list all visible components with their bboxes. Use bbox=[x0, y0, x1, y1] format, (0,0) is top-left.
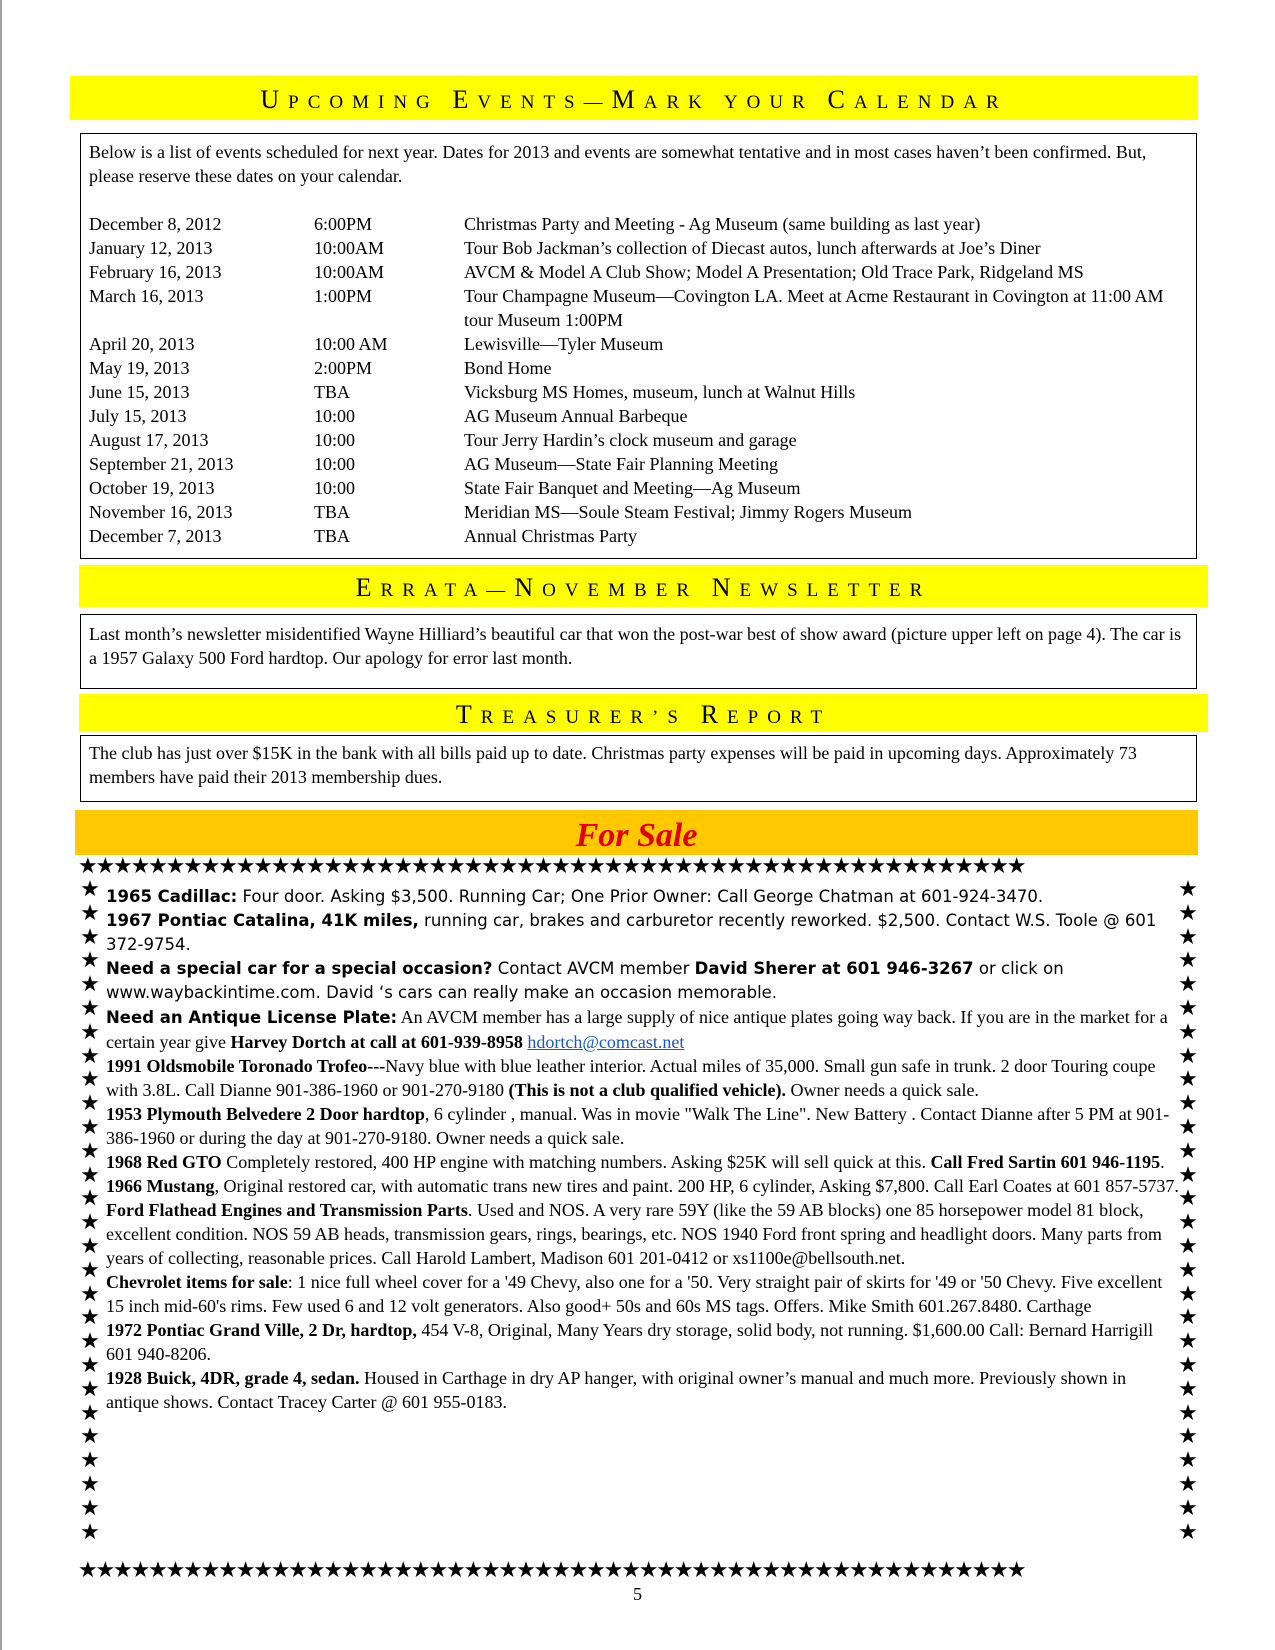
item-text: An AVCM member has a large supply of nice antique plates going way back. If you are in the market for a certain year give bbox=[106, 1007, 1168, 1052]
event-description: AG Museum Annual Barbeque bbox=[464, 406, 688, 426]
event-time: 1:00PM bbox=[314, 286, 373, 306]
events-intro: Below is a list of events scheduled for next year. Dates for 2013 and events are somewhat tentative and in most cases haven’t been confirmed. But, please reserve these dates on your calendar. bbox=[89, 142, 1147, 186]
event-date: August 17, 2013 bbox=[89, 430, 209, 450]
star-icon: ★ bbox=[80, 947, 100, 973]
event-time: TBA bbox=[314, 502, 350, 522]
star-icon: ★ bbox=[80, 1185, 100, 1211]
for-sale-item bbox=[106, 1270, 1181, 1318]
star-icon: ★ bbox=[1178, 1090, 1198, 1116]
event-date: October 19, 2013 bbox=[89, 478, 215, 498]
item-heading: Ford Flathead Engines and Transmission Parts bbox=[106, 1200, 468, 1220]
event-row bbox=[89, 476, 1188, 500]
page-number: 5 bbox=[633, 1584, 642, 1604]
event-date: February 16, 2013 bbox=[89, 262, 222, 282]
star-icon: ★ bbox=[1178, 947, 1198, 973]
event-date: December 7, 2013 bbox=[89, 526, 222, 546]
event-row bbox=[89, 404, 1188, 428]
event-description: Meridian MS—Soule Steam Festival; Jimmy Rogers Museum bbox=[464, 502, 912, 522]
event-description: Vicksburg MS Homes, museum, lunch at Walnut Hills bbox=[464, 382, 856, 402]
star-icon: ★ bbox=[1178, 1470, 1198, 1496]
for-sale-item bbox=[106, 909, 1181, 957]
event-row bbox=[89, 356, 1188, 380]
treasurer-banner bbox=[79, 694, 1208, 732]
treasurer-box bbox=[80, 735, 1197, 802]
event-date: November 16, 2013 bbox=[89, 502, 233, 522]
item-heading: Need an Antique License Plate: bbox=[106, 1008, 398, 1027]
for-sale-item bbox=[106, 957, 1181, 1005]
errata-banner bbox=[79, 565, 1208, 607]
event-time: 10:00AM bbox=[314, 238, 385, 258]
email-link[interactable]: hdortch@comcast.net bbox=[527, 1032, 685, 1052]
event-row bbox=[89, 332, 1188, 356]
event-description: Tour Jerry Hardin’s clock museum and garage bbox=[464, 430, 797, 450]
for-sale-item bbox=[106, 1366, 1181, 1414]
star-icon: ★ bbox=[80, 1399, 100, 1425]
event-description: AVCM & Model A Club Show; Model A Presentation; Old Trace Park, Ridgeland MS bbox=[464, 262, 1084, 282]
event-time: 10:00 bbox=[314, 454, 356, 474]
errata-text: Last month’s newsletter misidentified Wayne Hilliard’s beautiful car that won the post-war best of show award (picture upper left on page 4). The car is a 1957 Galaxy 500 Ford hardtop. Our apology for error last month. bbox=[89, 624, 1182, 668]
star-icon: ★ bbox=[1178, 1018, 1198, 1044]
for-sale-item bbox=[106, 885, 1181, 909]
event-date: July 15, 2013 bbox=[89, 406, 187, 426]
event-row bbox=[89, 236, 1188, 260]
event-row bbox=[89, 500, 1188, 524]
star-icon: ★ bbox=[80, 1113, 100, 1139]
event-date: January 12, 2013 bbox=[89, 238, 213, 258]
event-time: 10:00 AM bbox=[314, 334, 388, 354]
event-description: Christmas Party and Meeting - Ag Museum (same building as last year) bbox=[464, 214, 981, 234]
star-icon: ★ bbox=[1178, 1161, 1198, 1187]
for-sale-item bbox=[106, 1102, 1181, 1150]
star-icon: ★ bbox=[80, 1018, 100, 1044]
for-sale-item bbox=[106, 1054, 1181, 1102]
star-icon: ★ bbox=[80, 1137, 100, 1163]
banner-capital: E bbox=[355, 573, 381, 602]
item-text: Contact AVCM member bbox=[492, 959, 695, 978]
banner-text: PCOMING bbox=[288, 92, 453, 113]
item-text: 454 V-8, Original, Many Years dry storage, solid body, not running. $1,600.00 Call: Bernard Harrigill 601 940-8206. bbox=[106, 1320, 1154, 1364]
event-row bbox=[89, 452, 1188, 476]
star-icon: ★ bbox=[80, 1375, 100, 1401]
banner-capital: N bbox=[514, 573, 543, 602]
event-date: June 15, 2013 bbox=[89, 382, 190, 402]
star-icon: ★ bbox=[80, 899, 100, 925]
for-sale-item bbox=[106, 1198, 1181, 1270]
star-icon: ★ bbox=[80, 923, 100, 949]
event-time: 10:00AM bbox=[314, 262, 385, 282]
star-icon: ★ bbox=[1178, 1351, 1198, 1377]
star-icon: ★ bbox=[80, 1518, 100, 1544]
star-icon: ★ bbox=[80, 1256, 100, 1282]
event-date: May 19, 2013 bbox=[89, 358, 190, 378]
star-icon: ★ bbox=[80, 1209, 100, 1235]
star-icon: ★ bbox=[80, 1470, 100, 1496]
star-icon: ★ bbox=[80, 1447, 100, 1473]
item-text: Completely restored, 400 HP engine with matching numbers. Asking $25K will sell quick at this. bbox=[221, 1152, 931, 1172]
events-box bbox=[80, 133, 1197, 559]
for-sale-item bbox=[106, 1174, 1181, 1198]
item-heading: 1928 Buick, 4DR, grade 4, sedan. bbox=[106, 1368, 360, 1388]
item-text: or click on www.waybackintime.com. David ‘s cars can really make an occasion memorable. bbox=[106, 959, 1064, 1002]
event-row bbox=[89, 212, 1188, 236]
for-sale-title: For Sale bbox=[575, 817, 698, 854]
event-time: 6:00PM bbox=[314, 214, 373, 234]
item-heading: Chevrolet items for sale bbox=[106, 1272, 288, 1292]
star-border-bottom: ★★★★★★★★★★★★★★★★★★★★★★★★★★★★★★★★★★★★★★★★★★★★★★★★★★★★★★ bbox=[78, 1559, 1025, 1581]
star-border-top: ★★★★★★★★★★★★★★★★★★★★★★★★★★★★★★★★★★★★★★★★★★★★★★★★★★★★★★ bbox=[78, 855, 1025, 877]
banner-capital: C bbox=[827, 85, 854, 114]
star-icon: ★ bbox=[80, 1232, 100, 1258]
banner-text: ALENDAR bbox=[853, 92, 1008, 113]
star-icon: ★ bbox=[1178, 1399, 1198, 1425]
banner-text: OVEMBER bbox=[542, 580, 712, 601]
item-text: Four door. Asking $3,500. Running Car; One Prior Owner: Call George Chatman at 601-924-3470. bbox=[237, 887, 1044, 906]
for-sale-list bbox=[106, 885, 1181, 1414]
star-icon: ★ bbox=[1178, 1256, 1198, 1282]
event-row bbox=[89, 380, 1188, 404]
banner-capital: E bbox=[452, 85, 478, 114]
star-icon: ★ bbox=[80, 1042, 100, 1068]
event-description: AG Museum—State Fair Planning Meeting bbox=[464, 454, 778, 474]
event-time: 10:00 bbox=[314, 478, 356, 498]
event-time: TBA bbox=[314, 382, 350, 402]
banner-text: RRATA— bbox=[380, 580, 515, 601]
item-heading: 1991 Oldsmobile Toronado Trofeo--- bbox=[106, 1056, 386, 1076]
event-time: 2:00PM bbox=[314, 358, 373, 378]
star-icon: ★ bbox=[1178, 1042, 1198, 1068]
star-icon: ★ bbox=[1178, 1494, 1198, 1520]
item-heading: Call Fred Sartin 601 946-1195 bbox=[930, 1152, 1161, 1172]
event-time: TBA bbox=[314, 526, 350, 546]
banner-capital: R bbox=[700, 700, 728, 729]
star-icon: ★ bbox=[1178, 1375, 1198, 1401]
star-icon: ★ bbox=[1178, 994, 1198, 1020]
item-text: . Used and NOS. A very rare 59Y (like the 59 AB blocks) one 85 horsepower model 81 block, excellent condition. NOS 59 AB heads, transmission gears, rings, bearings, etc. NOS 1940 Ford front spring and headlight doors. Many parts from years of collecting, reasonable prices. Call Harold Lambert, Madison 601 201-0412 or xs1100e@bellsouth.net. bbox=[106, 1200, 1162, 1268]
item-text: , 6 cylinder , manual. Was in movie "Walk The Line". New Battery . Contact Dianne after 5 PM at 901-386-1960 or during the day at 901-270-9180. Owner needs a quick sale. bbox=[106, 1104, 1170, 1148]
item-heading: (This is not a club qualified vehicle). bbox=[508, 1080, 786, 1100]
item-heading: 1972 Pontiac Grand Ville, 2 Dr, hardtop, bbox=[106, 1320, 417, 1340]
star-icon: ★ bbox=[1178, 876, 1198, 901]
events-banner bbox=[70, 76, 1198, 120]
star-icon: ★ bbox=[1178, 1185, 1198, 1211]
errata-box bbox=[80, 614, 1197, 689]
event-description: Bond Home bbox=[464, 358, 552, 378]
star-icon: ★ bbox=[80, 876, 100, 901]
event-time: 10:00 bbox=[314, 430, 356, 450]
item-text: Housed in Carthage in dry AP hanger, with original owner’s manual and much more. Previously shown in antique shows. Contact Tracey Carter @ 601 955-0183. bbox=[106, 1368, 1127, 1412]
star-icon: ★ bbox=[80, 971, 100, 997]
item-heading: Harvey Dortch at call at 601-939-8958 bbox=[230, 1032, 523, 1052]
item-text: Owner needs a quick sale. bbox=[786, 1080, 979, 1100]
event-time: 10:00 bbox=[314, 406, 356, 426]
item-heading: Need a special car for a special occasion? bbox=[106, 959, 493, 978]
banner-text: EWSLETTER bbox=[739, 580, 932, 601]
star-icon: ★ bbox=[80, 1423, 100, 1449]
star-border-left bbox=[78, 877, 102, 1543]
item-text: . bbox=[1160, 1152, 1165, 1172]
star-icon: ★ bbox=[1178, 1304, 1198, 1330]
page-edge bbox=[0, 0, 2, 1650]
star-icon: ★ bbox=[80, 1304, 100, 1330]
event-row bbox=[89, 428, 1188, 452]
star-icon: ★ bbox=[80, 1161, 100, 1187]
for-sale-item bbox=[106, 1150, 1181, 1174]
star-icon: ★ bbox=[1178, 1447, 1198, 1473]
event-date: April 20, 2013 bbox=[89, 334, 195, 354]
item-heading: 1965 Cadillac: bbox=[106, 887, 238, 906]
star-icon: ★ bbox=[1178, 1066, 1198, 1092]
event-row bbox=[89, 284, 1188, 332]
banner-text: ARK YOUR bbox=[643, 92, 828, 113]
star-icon: ★ bbox=[1178, 1137, 1198, 1163]
star-icon: ★ bbox=[80, 1328, 100, 1354]
item-heading: 1967 Pontiac Catalina, 41K miles, bbox=[106, 911, 419, 930]
banner-text: REASURER’S bbox=[480, 707, 701, 728]
star-icon: ★ bbox=[80, 1090, 100, 1116]
star-icon: ★ bbox=[80, 1280, 100, 1306]
star-icon: ★ bbox=[1178, 1423, 1198, 1449]
star-icon: ★ bbox=[1178, 1232, 1198, 1258]
star-icon: ★ bbox=[1178, 971, 1198, 997]
for-sale-banner bbox=[75, 810, 1198, 855]
star-icon: ★ bbox=[1178, 899, 1198, 925]
banner-capital: T bbox=[455, 700, 481, 729]
event-row bbox=[89, 260, 1188, 284]
item-text: Navy blue with blue leather interior. Actual miles of 35,000. Small gun safe in trunk. 2 door Touring coupe with 3.8L. Call Dianne 901-386-1960 or 901-270-9180 bbox=[106, 1056, 1156, 1100]
star-icon: ★ bbox=[80, 1494, 100, 1520]
star-icon: ★ bbox=[1178, 1328, 1198, 1354]
event-description: Lewisville—Tyler Museum bbox=[464, 334, 664, 354]
star-icon: ★ bbox=[1178, 923, 1198, 949]
event-date: December 8, 2012 bbox=[89, 214, 222, 234]
item-text: , Original restored car, with automatic trans new tires and paint. 200 HP, 6 cylinder, Asking $7,800. Call Earl Coates at 601 857-5737. bbox=[214, 1176, 1179, 1196]
star-icon: ★ bbox=[80, 1066, 100, 1092]
event-description: Annual Christmas Party bbox=[464, 526, 637, 546]
for-sale-item bbox=[106, 1005, 1181, 1054]
banner-text: VENTS— bbox=[477, 92, 612, 113]
for-sale-frame bbox=[78, 855, 1203, 1581]
item-heading: 1968 Red GTO bbox=[106, 1152, 222, 1172]
star-icon: ★ bbox=[1178, 1113, 1198, 1139]
event-row bbox=[89, 524, 1188, 548]
star-icon: ★ bbox=[80, 1351, 100, 1377]
banner-capital: U bbox=[260, 85, 289, 114]
star-icon: ★ bbox=[80, 994, 100, 1020]
item-heading: 1953 Plymouth Belvedere 2 Door hardtop bbox=[106, 1104, 425, 1124]
star-icon: ★ bbox=[1178, 1280, 1198, 1306]
event-description: Tour Champagne Museum—Covington LA. Meet at Acme Restaurant in Covington at 11:00 AM tour Museum 1:00PM bbox=[464, 286, 1164, 330]
event-description: Tour Bob Jackman’s collection of Diecast autos, lunch afterwards at Joe’s Diner bbox=[464, 238, 1041, 258]
star-icon: ★ bbox=[1178, 1518, 1198, 1544]
events-table bbox=[89, 212, 1188, 548]
event-date: March 16, 2013 bbox=[89, 286, 204, 306]
item-text: : 1 nice full wheel cover for a '49 Chevy, also one for a '50. Very straight pair of skirts for '49 or '50 Chevy. Five excellent 15 inch mid-60's rims. Few used 6 and 12 volt generators. Also good+ 50s and 60s MS tags. Offers. Mike Smith 601.267.8480. Carthage bbox=[106, 1272, 1163, 1316]
event-date: September 21, 2013 bbox=[89, 454, 234, 474]
item-text: running car, brakes and carburetor recently reworked. $2,500. Contact W.S. Toole @ 601 372-9754. bbox=[106, 911, 1157, 954]
treasurer-text: The club has just over $15K in the bank with all bills paid up to date. Christmas party expenses will be paid in upcoming days. Approximately 73 members have paid their 2013 membership dues. bbox=[89, 743, 1137, 787]
banner-text: EPORT bbox=[727, 707, 832, 728]
banner-capital: N bbox=[711, 573, 740, 602]
item-heading: David Sherer at 601 946-3267 bbox=[694, 959, 974, 978]
event-description: State Fair Banquet and Meeting—Ag Museum bbox=[464, 478, 801, 498]
for-sale-item bbox=[106, 1318, 1181, 1366]
star-icon: ★ bbox=[1178, 1209, 1198, 1235]
item-heading: 1966 Mustang bbox=[106, 1176, 215, 1196]
banner-capital: M bbox=[611, 85, 644, 114]
